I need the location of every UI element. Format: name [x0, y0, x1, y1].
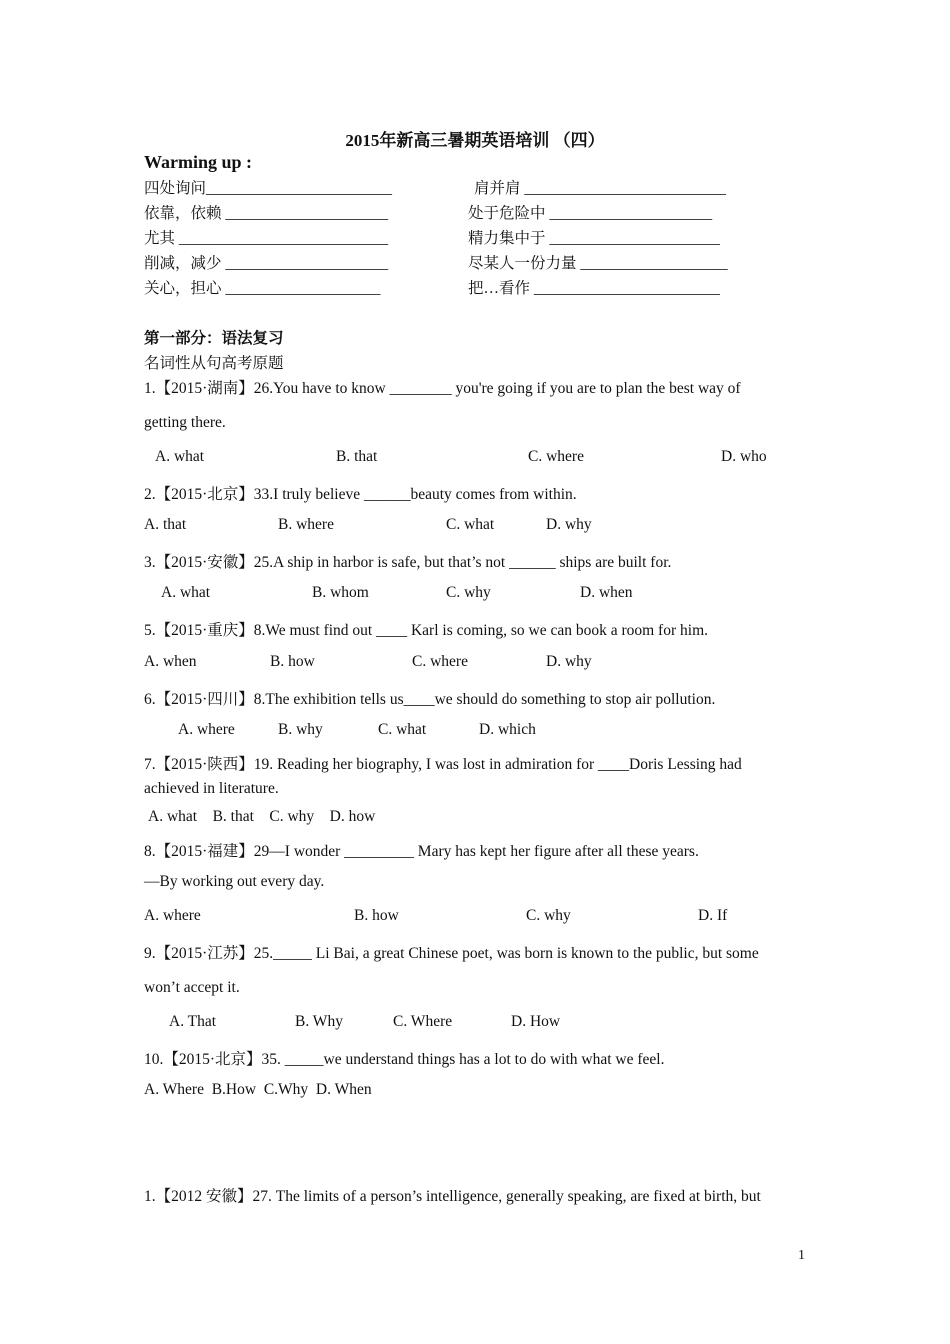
answer-option: C. Where	[393, 1013, 453, 1030]
answer-option: B. how	[270, 653, 315, 670]
question-stem: 1.【2012 安徽】27. The limits of a person’s intelligence, generally speaking, are fixed at birth, but	[144, 1188, 761, 1205]
answer-option: D. when	[580, 584, 633, 601]
answer-option: A. that	[144, 516, 187, 533]
vocab-item: 处于危险中 _____________________	[468, 205, 713, 222]
answer-option: B. whom	[312, 584, 369, 601]
answer-option: A. where	[144, 907, 201, 924]
answer-option: D. why	[546, 653, 592, 670]
answer-option: A. That	[169, 1013, 217, 1030]
answer-option: C. why	[526, 907, 571, 924]
answer-option: C. where	[528, 448, 584, 465]
vocab-item: 尤其 ___________________________	[144, 230, 389, 247]
question-stem: 7.【2015·陕西】19. Reading her biography, I was lost in admiration for ____Doris Lessing had	[144, 756, 742, 773]
answer-option: D. which	[479, 721, 536, 738]
question-stem: 8.【2015·福建】29—I wonder _________ Mary has kept her figure after all these years.	[144, 843, 699, 860]
answer-option: C. why	[446, 584, 491, 601]
answer-option: B. Why	[295, 1013, 343, 1030]
answer-option: A. when	[144, 653, 197, 670]
question-stem: 6.【2015·四川】8.The exhibition tells us____we should do something to stop air pollution.	[144, 691, 716, 708]
vocab-item: 精力集中于 ______________________	[468, 230, 720, 247]
question-stem: 9.【2015·江苏】25._____ Li Bai, a great Chinese poet, was born is known to the public, but some	[144, 945, 759, 962]
vocab-item: 关心，担心 ____________________	[144, 280, 381, 297]
answer-option: D. who	[721, 448, 767, 465]
answer-option: A. what	[155, 448, 205, 465]
vocab-item: 依靠，依赖 _____________________	[144, 205, 389, 222]
answer-option: B. how	[354, 907, 399, 924]
vocab-item: 把…看作 ________________________	[468, 280, 720, 297]
vocab-item: 肩并肩 __________________________	[474, 180, 726, 197]
answer-option: B. why	[278, 721, 323, 738]
question-stem: 1.【2015·湖南】26.You have to know ________ you're going if you are to plan the best way of	[144, 380, 741, 397]
page-number: 1	[798, 1248, 805, 1263]
answer-option: C. where	[412, 653, 468, 670]
answer-option: B. that	[336, 448, 378, 465]
vocab-item: 四处询问________________________	[144, 180, 393, 197]
answer-option: D. why	[546, 516, 592, 533]
answer-options-line: A. Where B.How C.Why D. When	[144, 1081, 372, 1098]
question-stem: 3.【2015·安徽】25.A ship in harbor is safe, but that’s not ______ ships are built for.	[144, 554, 672, 571]
answer-option: C. what	[446, 516, 495, 533]
answer-options-line: A. what B. that C. why D. how	[148, 808, 376, 825]
section-subheading: 名词性从句高考原题	[144, 355, 284, 372]
vocab-item: 削减，减少 _____________________	[144, 255, 389, 272]
answer-option: A. where	[178, 721, 235, 738]
answer-option: D. How	[511, 1013, 561, 1030]
page-title: 2015年新高三暑期英语培训 （四）	[345, 131, 605, 150]
answer-option: B. where	[278, 516, 334, 533]
answer-option: A. what	[161, 584, 211, 601]
question-stem: getting there.	[144, 414, 226, 431]
question-stem: 5.【2015·重庆】8.We must find out ____ Karl is coming, so we can book a room for him.	[144, 622, 708, 639]
question-stem: achieved in literature.	[144, 780, 279, 797]
question-stem: —By working out every day.	[144, 873, 325, 890]
answer-option: C. what	[378, 721, 427, 738]
question-stem: 10.【2015·北京】35. _____we understand things has a lot to do with what we feel.	[144, 1051, 665, 1068]
answer-option: D. If	[698, 907, 728, 924]
warming-up-heading: Warming up :	[144, 152, 253, 172]
question-stem: won’t accept it.	[144, 979, 240, 996]
section-heading: 第一部分：语法复习	[144, 330, 284, 347]
vocab-item: 尽某人一份力量 ___________________	[468, 255, 728, 272]
question-stem: 2.【2015·北京】33.I truly believe ______beauty comes from within.	[144, 486, 577, 503]
